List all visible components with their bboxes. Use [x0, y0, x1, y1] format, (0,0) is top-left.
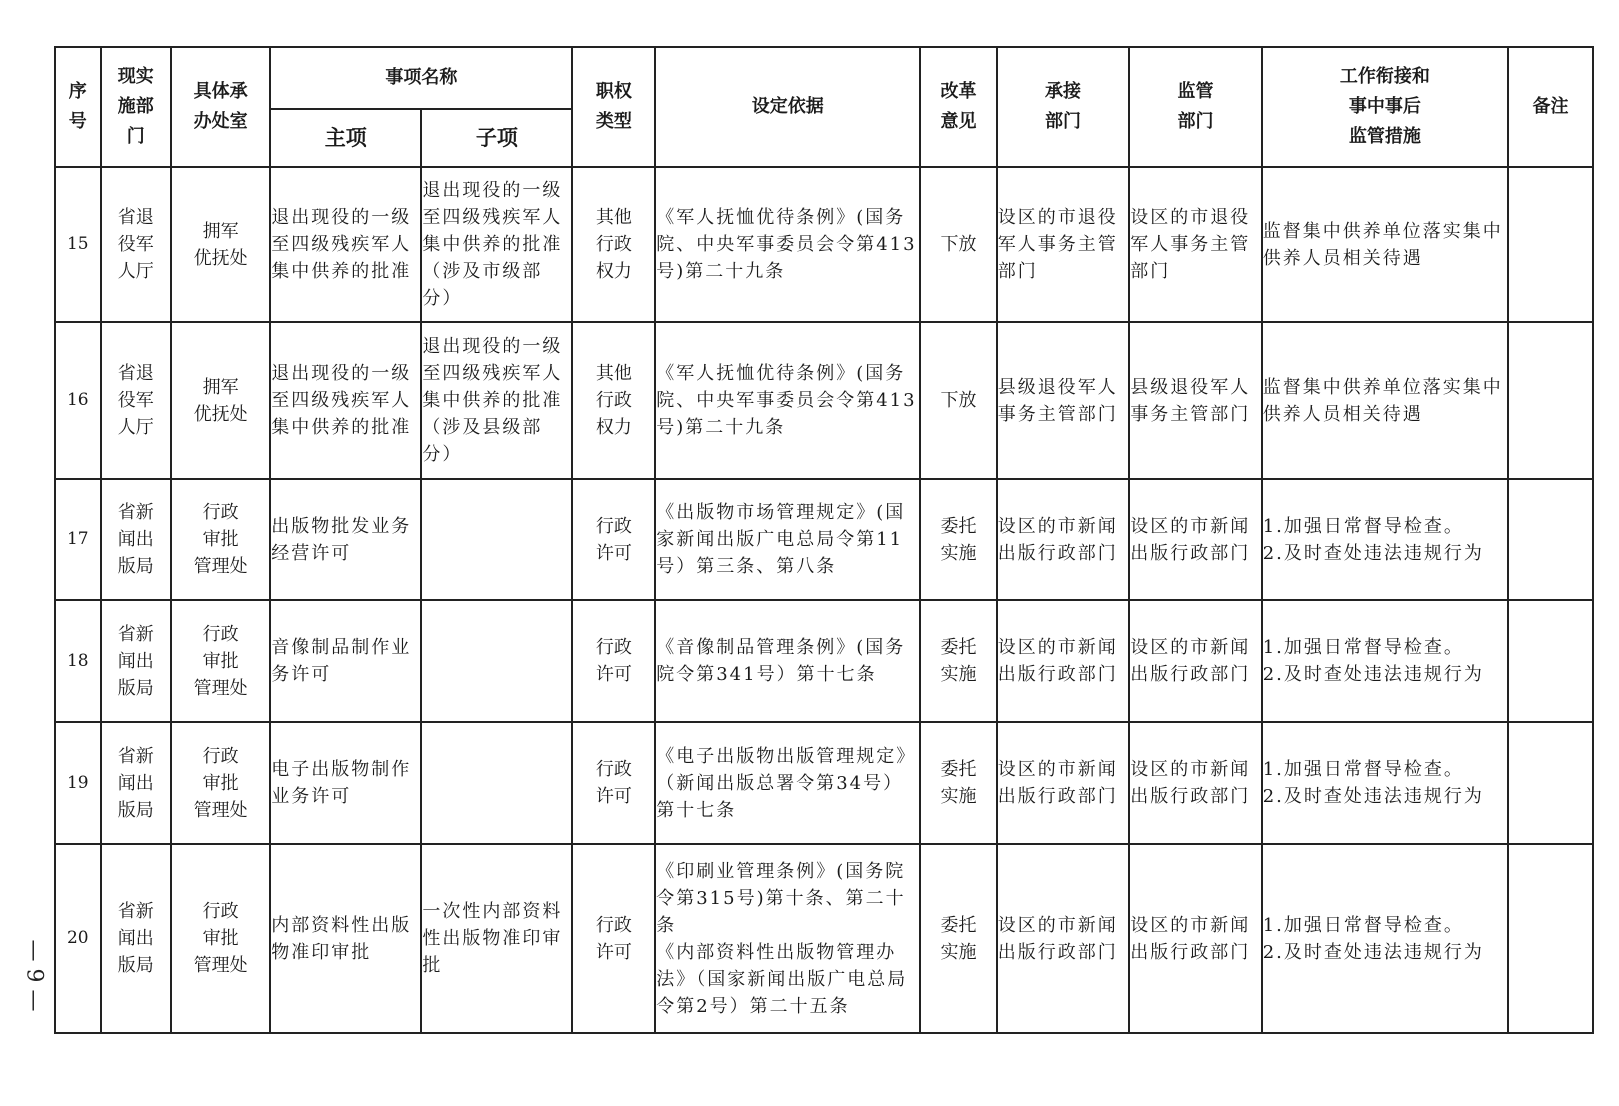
cell-remarks	[1508, 844, 1593, 1033]
cell-basis: 《音像制品管理条例》(国务院令第341号）第十七条	[655, 600, 920, 722]
cell-measures: 1.加强日常督导检查。 2.及时查处违法违规行为	[1262, 479, 1508, 600]
cell-seq: 20	[55, 844, 101, 1033]
header-reform: 改革 意见	[920, 47, 997, 167]
cell-supervisor: 设区的市新闻出版行政部门	[1129, 722, 1261, 844]
cell-office: 行政 审批 管理处	[171, 844, 270, 1033]
cell-receiver: 设区的市新闻出版行政部门	[997, 722, 1129, 844]
cell-supervisor: 设区的市新闻出版行政部门	[1129, 844, 1261, 1033]
cell-remarks	[1508, 600, 1593, 722]
cell-seq: 18	[55, 600, 101, 722]
cell-main-item: 电子出版物制作业务许可	[270, 722, 421, 844]
cell-sub-item	[421, 479, 572, 600]
header-main-item: 主项	[270, 109, 421, 167]
cell-seq: 17	[55, 479, 101, 600]
cell-reform: 委托 实施	[920, 479, 997, 600]
cell-measures: 1.加强日常督导检查。 2.及时查处违法违规行为	[1262, 722, 1508, 844]
cell-power-type: 其他 行政 权力	[572, 167, 655, 322]
cell-sub-item: 退出现役的一级至四级残疾军人集中供养的批准（涉及市级部分）	[421, 167, 572, 322]
cell-office: 行政 审批 管理处	[171, 722, 270, 844]
cell-power-type: 行政 许可	[572, 722, 655, 844]
cell-reform: 下放	[920, 167, 997, 322]
cell-reform: 委托 实施	[920, 844, 997, 1033]
header-power-type: 职权 类型	[572, 47, 655, 167]
cell-reform: 委托 实施	[920, 722, 997, 844]
cell-dept: 省新 闻出 版局	[101, 844, 171, 1033]
header-dept: 现实 施部 门	[101, 47, 171, 167]
cell-seq: 19	[55, 722, 101, 844]
cell-reform: 委托 实施	[920, 600, 997, 722]
cell-office: 拥军 优抚处	[171, 322, 270, 479]
cell-main-item: 音像制品制作业务许可	[270, 600, 421, 722]
header-seq: 序 号	[55, 47, 101, 167]
cell-basis: 《军人抚恤优待条例》(国务院、中央军事委员会令第413号)第二十九条	[655, 322, 920, 479]
cell-supervisor: 设区的市新闻出版行政部门	[1129, 479, 1261, 600]
cell-power-type: 行政 许可	[572, 600, 655, 722]
cell-dept: 省新 闻出 版局	[101, 479, 171, 600]
cell-supervisor: 设区的市退役军人事务主管部门	[1129, 167, 1261, 322]
cell-receiver: 县级退役军人事务主管部门	[997, 322, 1129, 479]
table-row	[55, 479, 1593, 600]
cell-measures: 监督集中供养单位落实集中供养人员相关待遇	[1262, 167, 1508, 322]
cell-dept: 省退 役军 人厅	[101, 322, 171, 479]
cell-sub-item	[421, 722, 572, 844]
cell-remarks	[1508, 479, 1593, 600]
table-row	[55, 600, 1593, 722]
cell-main-item: 内部资料性出版物准印审批	[270, 844, 421, 1033]
cell-basis: 《印刷业管理条例》(国务院令第315号)第十条、第二十条 《内部资料性出版物管理办法》（国家新闻出版广电总局令第2号）第二十五条	[655, 844, 920, 1033]
cell-basis: 《电子出版物出版管理规定》（新闻出版总署令第34号）第十七条	[655, 722, 920, 844]
cell-office: 行政 审批 管理处	[171, 600, 270, 722]
matters-table	[54, 46, 1594, 1034]
header-receiver: 承接 部门	[997, 47, 1129, 167]
cell-measures: 1.加强日常督导检查。 2.及时查处违法违规行为	[1262, 844, 1508, 1033]
cell-reform: 下放	[920, 322, 997, 479]
header-supervisor: 监管 部门	[1129, 47, 1261, 167]
cell-basis: 《军人抚恤优待条例》(国务院、中央军事委员会令第413号)第二十九条	[655, 167, 920, 322]
cell-sub-item: 一次性内部资料性出版物准印审批	[421, 844, 572, 1033]
cell-dept: 省新 闻出 版局	[101, 722, 171, 844]
cell-receiver: 设区的市新闻出版行政部门	[997, 600, 1129, 722]
header-item-name: 事项名称	[270, 47, 572, 109]
cell-power-type: 其他 行政 权力	[572, 322, 655, 479]
cell-basis: 《出版物市场管理规定》(国家新闻出版广电总局令第11号）第三条、第八条	[655, 479, 920, 600]
cell-measures: 1.加强日常督导检查。 2.及时查处违法违规行为	[1262, 600, 1508, 722]
cell-supervisor: 县级退役军人事务主管部门	[1129, 322, 1261, 479]
table-header	[55, 47, 1593, 167]
header-basis: 设定依据	[655, 47, 920, 167]
cell-main-item: 退出现役的一级至四级残疾军人集中供养的批准	[270, 322, 421, 479]
table-body	[55, 167, 1593, 1033]
cell-office: 行政 审批 管理处	[171, 479, 270, 600]
table-row	[55, 722, 1593, 844]
cell-office: 拥军 优抚处	[171, 167, 270, 322]
cell-seq: 16	[55, 322, 101, 479]
cell-main-item: 出版物批发业务经营许可	[270, 479, 421, 600]
table-row	[55, 167, 1593, 322]
cell-receiver: 设区的市新闻出版行政部门	[997, 479, 1129, 600]
cell-remarks	[1508, 167, 1593, 322]
cell-measures: 监督集中供养单位落实集中供养人员相关待遇	[1262, 322, 1508, 479]
cell-receiver: 设区的市新闻出版行政部门	[997, 844, 1129, 1033]
cell-remarks	[1508, 722, 1593, 844]
table-row	[55, 322, 1593, 479]
cell-power-type: 行政 许可	[572, 844, 655, 1033]
cell-dept: 省退 役军 人厅	[101, 167, 171, 322]
page-number: — 9 —	[21, 939, 47, 1011]
cell-remarks	[1508, 322, 1593, 479]
header-office: 具体承 办处室	[171, 47, 270, 167]
cell-supervisor: 设区的市新闻出版行政部门	[1129, 600, 1261, 722]
cell-dept: 省新 闻出 版局	[101, 600, 171, 722]
header-measures: 工作衔接和 事中事后 监管措施	[1262, 47, 1508, 167]
cell-seq: 15	[55, 167, 101, 322]
header-remarks: 备注	[1508, 47, 1593, 167]
cell-sub-item	[421, 600, 572, 722]
header-sub-item: 子项	[421, 109, 572, 167]
cell-power-type: 行政 许可	[572, 479, 655, 600]
cell-main-item: 退出现役的一级至四级残疾军人集中供养的批准	[270, 167, 421, 322]
table-row	[55, 844, 1593, 1033]
cell-sub-item: 退出现役的一级至四级残疾军人集中供养的批准（涉及县级部分）	[421, 322, 572, 479]
cell-receiver: 设区的市退役军人事务主管部门	[997, 167, 1129, 322]
